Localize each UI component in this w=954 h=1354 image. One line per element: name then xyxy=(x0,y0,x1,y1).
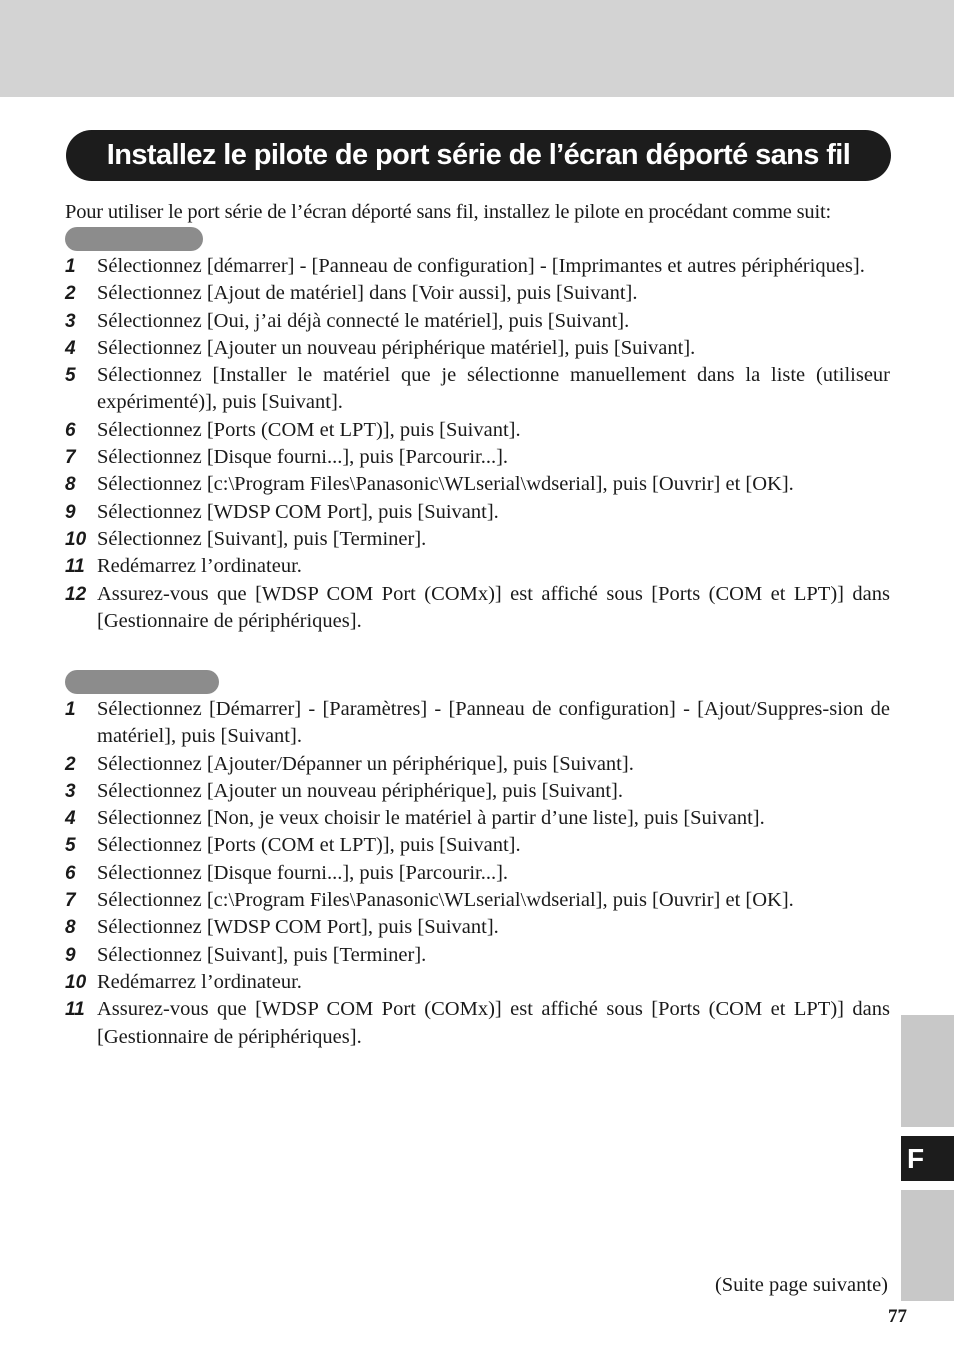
step-text: Sélectionnez [Ports (COM et LPT)], puis [Suivant]. xyxy=(97,418,521,441)
header-band xyxy=(0,0,954,97)
step-number: 3 xyxy=(65,310,76,332)
list-item xyxy=(65,832,890,859)
step-text: Sélectionnez [Suivant], puis [Terminer]. xyxy=(97,943,427,966)
os-tag-2000 xyxy=(65,670,219,694)
step-text: Sélectionnez [Ports (COM et LPT)], puis [Suivant]. xyxy=(97,834,521,857)
step-text: Assurez-vous que [WDSP COM Port (COMx)] est affiché sous [Ports (COM et LPT)] dans [Gestionnaire de périphériques]. xyxy=(97,998,890,1048)
side-tab-upper xyxy=(901,1015,954,1127)
step-text: Sélectionnez [Ajouter un nouveau périphérique matériel], puis [Suivant]. xyxy=(97,336,696,359)
list-item xyxy=(65,308,890,335)
step-number: 7 xyxy=(65,890,76,912)
step-number: 9 xyxy=(65,944,76,966)
step-text: Sélectionnez [Installer le matériel que je sélectionne manuellement dans la liste (utiliseur expérimenté)], puis [Suivant]. xyxy=(97,364,890,414)
step-text: Sélectionnez [Disque fourni...], puis [Parcourir...]. xyxy=(97,446,509,469)
list-item xyxy=(65,444,890,471)
page-number: 77 xyxy=(888,1306,907,1327)
step-text: Sélectionnez [c:\Program Files\Panasonic\WLserial\wdserial], puis [Ouvrir] et [OK]. xyxy=(97,473,794,496)
steps-list-2000 xyxy=(65,696,890,1051)
step-number: 5 xyxy=(65,835,76,857)
step-number: 4 xyxy=(65,337,76,359)
side-tab-lower xyxy=(901,1190,954,1301)
intro-paragraph: Pour utiliser le port série de l’écran déporté sans fil, installez le pilote en procédant comme suit: xyxy=(65,201,831,223)
list-item xyxy=(65,860,890,887)
steps-list-xp xyxy=(65,253,890,635)
step-number: 4 xyxy=(65,808,76,830)
list-item xyxy=(65,499,890,526)
step-text: Sélectionnez [démarrer] - [Panneau de configuration] - [Imprimantes et autres périphériques]. xyxy=(97,255,865,277)
list-item xyxy=(65,778,890,805)
step-number: 3 xyxy=(65,780,76,802)
step-number: 2 xyxy=(65,753,76,775)
step-text: Sélectionnez [Ajouter/Dépanner un périphérique], puis [Suivant]. xyxy=(97,752,634,775)
step-number: 5 xyxy=(65,365,76,387)
list-item xyxy=(65,417,890,444)
step-number: 1 xyxy=(65,256,76,277)
page-title: Installez le pilote de port série de l’écran déporté sans fil xyxy=(66,130,891,181)
list-item xyxy=(65,996,890,1051)
list-item xyxy=(65,362,890,417)
step-number: 1 xyxy=(65,699,76,720)
list-item xyxy=(65,581,890,636)
list-item xyxy=(65,335,890,362)
list-item xyxy=(65,553,890,580)
step-text: Sélectionnez [Ajout de matériel] dans [Voir aussi], puis [Suivant]. xyxy=(97,282,638,305)
list-item xyxy=(65,914,890,941)
list-item xyxy=(65,253,890,280)
list-item xyxy=(65,696,890,751)
list-item xyxy=(65,969,890,996)
step-number: 7 xyxy=(65,447,76,469)
step-text: Sélectionnez [Démarrer] - [Paramètres] - [Panneau de configuration] - [Ajout/Suppres-sion de matériel], puis [Suivant]. xyxy=(97,698,890,748)
step-text: Redémarrez l’ordinateur. xyxy=(97,970,302,993)
step-text: Sélectionnez [Oui, j’ai déjà connecté le matériel], puis [Suivant]. xyxy=(97,309,630,332)
side-tab-letter: F xyxy=(901,1136,954,1181)
step-number: 10 xyxy=(65,971,87,993)
step-number: 6 xyxy=(65,419,76,441)
step-text: Sélectionnez [Non, je veux choisir le matériel à partir d’une liste], puis [Suivant]. xyxy=(97,807,765,830)
list-item xyxy=(65,751,890,778)
step-text: Sélectionnez [c:\Program Files\Panasonic\WLserial\wdserial], puis [Ouvrir] et [OK]. xyxy=(97,889,794,912)
list-item xyxy=(65,942,890,969)
step-number: 11 xyxy=(65,556,85,578)
step-text: Sélectionnez [Ajouter un nouveau périphérique], puis [Suivant]. xyxy=(97,779,624,802)
continued-note: (Suite page suivante) xyxy=(714,1274,888,1296)
step-number: 9 xyxy=(65,501,76,523)
step-number: 8 xyxy=(65,917,76,939)
list-item xyxy=(65,887,890,914)
step-number: 8 xyxy=(65,474,76,496)
step-text: Sélectionnez [Disque fourni...], puis [Parcourir...]. xyxy=(97,861,509,884)
step-number: 6 xyxy=(65,862,76,884)
step-number: 12 xyxy=(65,583,87,605)
step-text: Sélectionnez [WDSP COM Port], puis [Suivant]. xyxy=(97,500,499,523)
list-item xyxy=(65,805,890,832)
list-item xyxy=(65,280,890,307)
step-number: 10 xyxy=(65,528,87,550)
step-text: Redémarrez l’ordinateur. xyxy=(97,555,302,578)
step-number: 11 xyxy=(65,999,85,1021)
step-text: Sélectionnez [Suivant], puis [Terminer]. xyxy=(97,527,427,550)
step-text: Sélectionnez [WDSP COM Port], puis [Suivant]. xyxy=(97,916,499,939)
step-number: 2 xyxy=(65,283,76,305)
list-item xyxy=(65,526,890,553)
list-item xyxy=(65,471,890,498)
os-tag-xp xyxy=(65,227,203,251)
step-text: Assurez-vous que [WDSP COM Port (COMx)] est affiché sous [Ports (COM et LPT)] dans [Gestionnaire de périphériques]. xyxy=(97,582,890,632)
